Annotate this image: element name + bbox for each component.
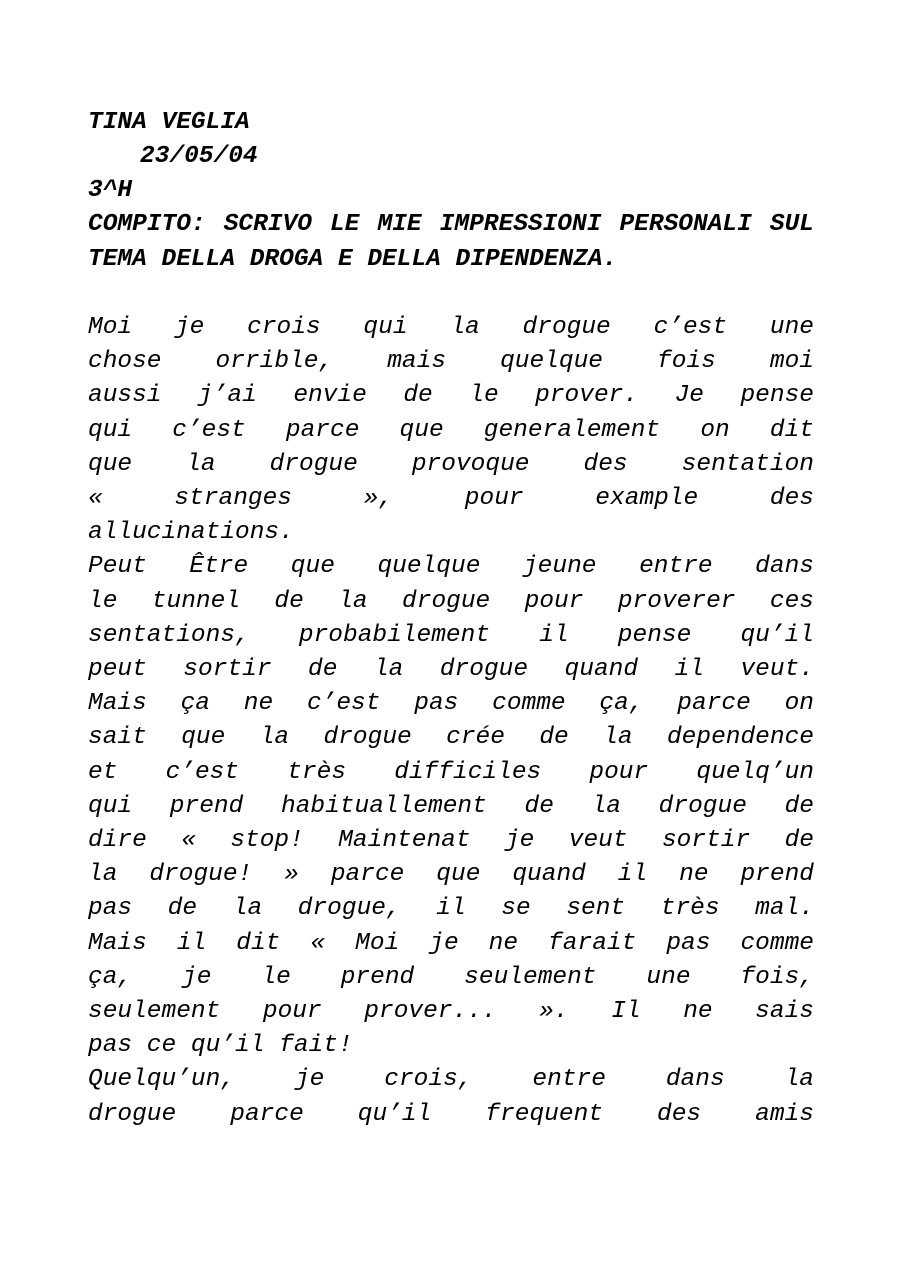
author-name: TINA VEGLIA <box>88 109 250 136</box>
paragraph <box>88 311 814 550</box>
class-label: 3^H <box>88 177 133 204</box>
essay-body <box>88 311 814 1132</box>
document-date: 23/05/04 <box>140 143 258 170</box>
text-line: sentations, probabilement il pense qu’il <box>88 621 814 649</box>
text-line: le tunnel de la drogue pour proverer ces <box>88 587 814 615</box>
text-line: qui prend habituallement de la drogue de <box>88 792 814 820</box>
text-line: Mais il dit « Moi je ne farait pas comme <box>88 929 814 957</box>
text-line: Mais ça ne c’est pas comme ça, parce on <box>88 690 814 718</box>
text-line: drogue parce qu’il frequent des amis <box>88 1100 814 1128</box>
text-line: peut sortir de la drogue quand il veut. <box>88 656 814 684</box>
text-line: allucinations. <box>88 519 294 547</box>
text-line: chose orrible, mais quelque fois moi <box>88 348 814 376</box>
text-line: Peut Être que quelque jeune entre dans <box>88 553 814 581</box>
paragraph <box>88 550 814 1063</box>
text-line: la drogue! » parce que quand il ne prend <box>88 861 814 889</box>
text-line: sait que la drogue crée de la dependence <box>88 724 814 752</box>
text-line: pas ce qu’il fait! <box>88 1032 353 1060</box>
text-line: Quelqu’un, je crois, entre dans la <box>88 1066 814 1094</box>
text-line: Moi je crois qui la drogue c’est une <box>88 314 814 341</box>
text-line: et c’est très difficiles pour quelq’un <box>88 758 814 786</box>
text-line: qui c’est parce que generalement on dit <box>88 416 814 444</box>
paragraph <box>88 1063 814 1131</box>
document-page <box>88 106 814 1132</box>
text-line: « stranges », pour example des <box>88 485 814 513</box>
text-line: dire « stop! Maintenat je veut sortir de <box>88 827 814 855</box>
text-line: aussi j’ai envie de le prover. Je pense <box>88 382 814 410</box>
assignment-title: COMPITO: SCRIVO LE MIE IMPRESSIONI PERSONALI SUL TEMA DELLA DROGA E DELLA DIPENDENZA. <box>88 211 814 273</box>
text-line: seulement pour prover... ». Il ne sais <box>88 998 814 1026</box>
text-line: que la drogue provoque des sentation <box>88 450 814 478</box>
text-line: ça, je le prend seulement une fois, <box>88 963 814 991</box>
document-header <box>88 106 814 277</box>
text-line: pas de la drogue, il se sent très mal. <box>88 895 814 923</box>
